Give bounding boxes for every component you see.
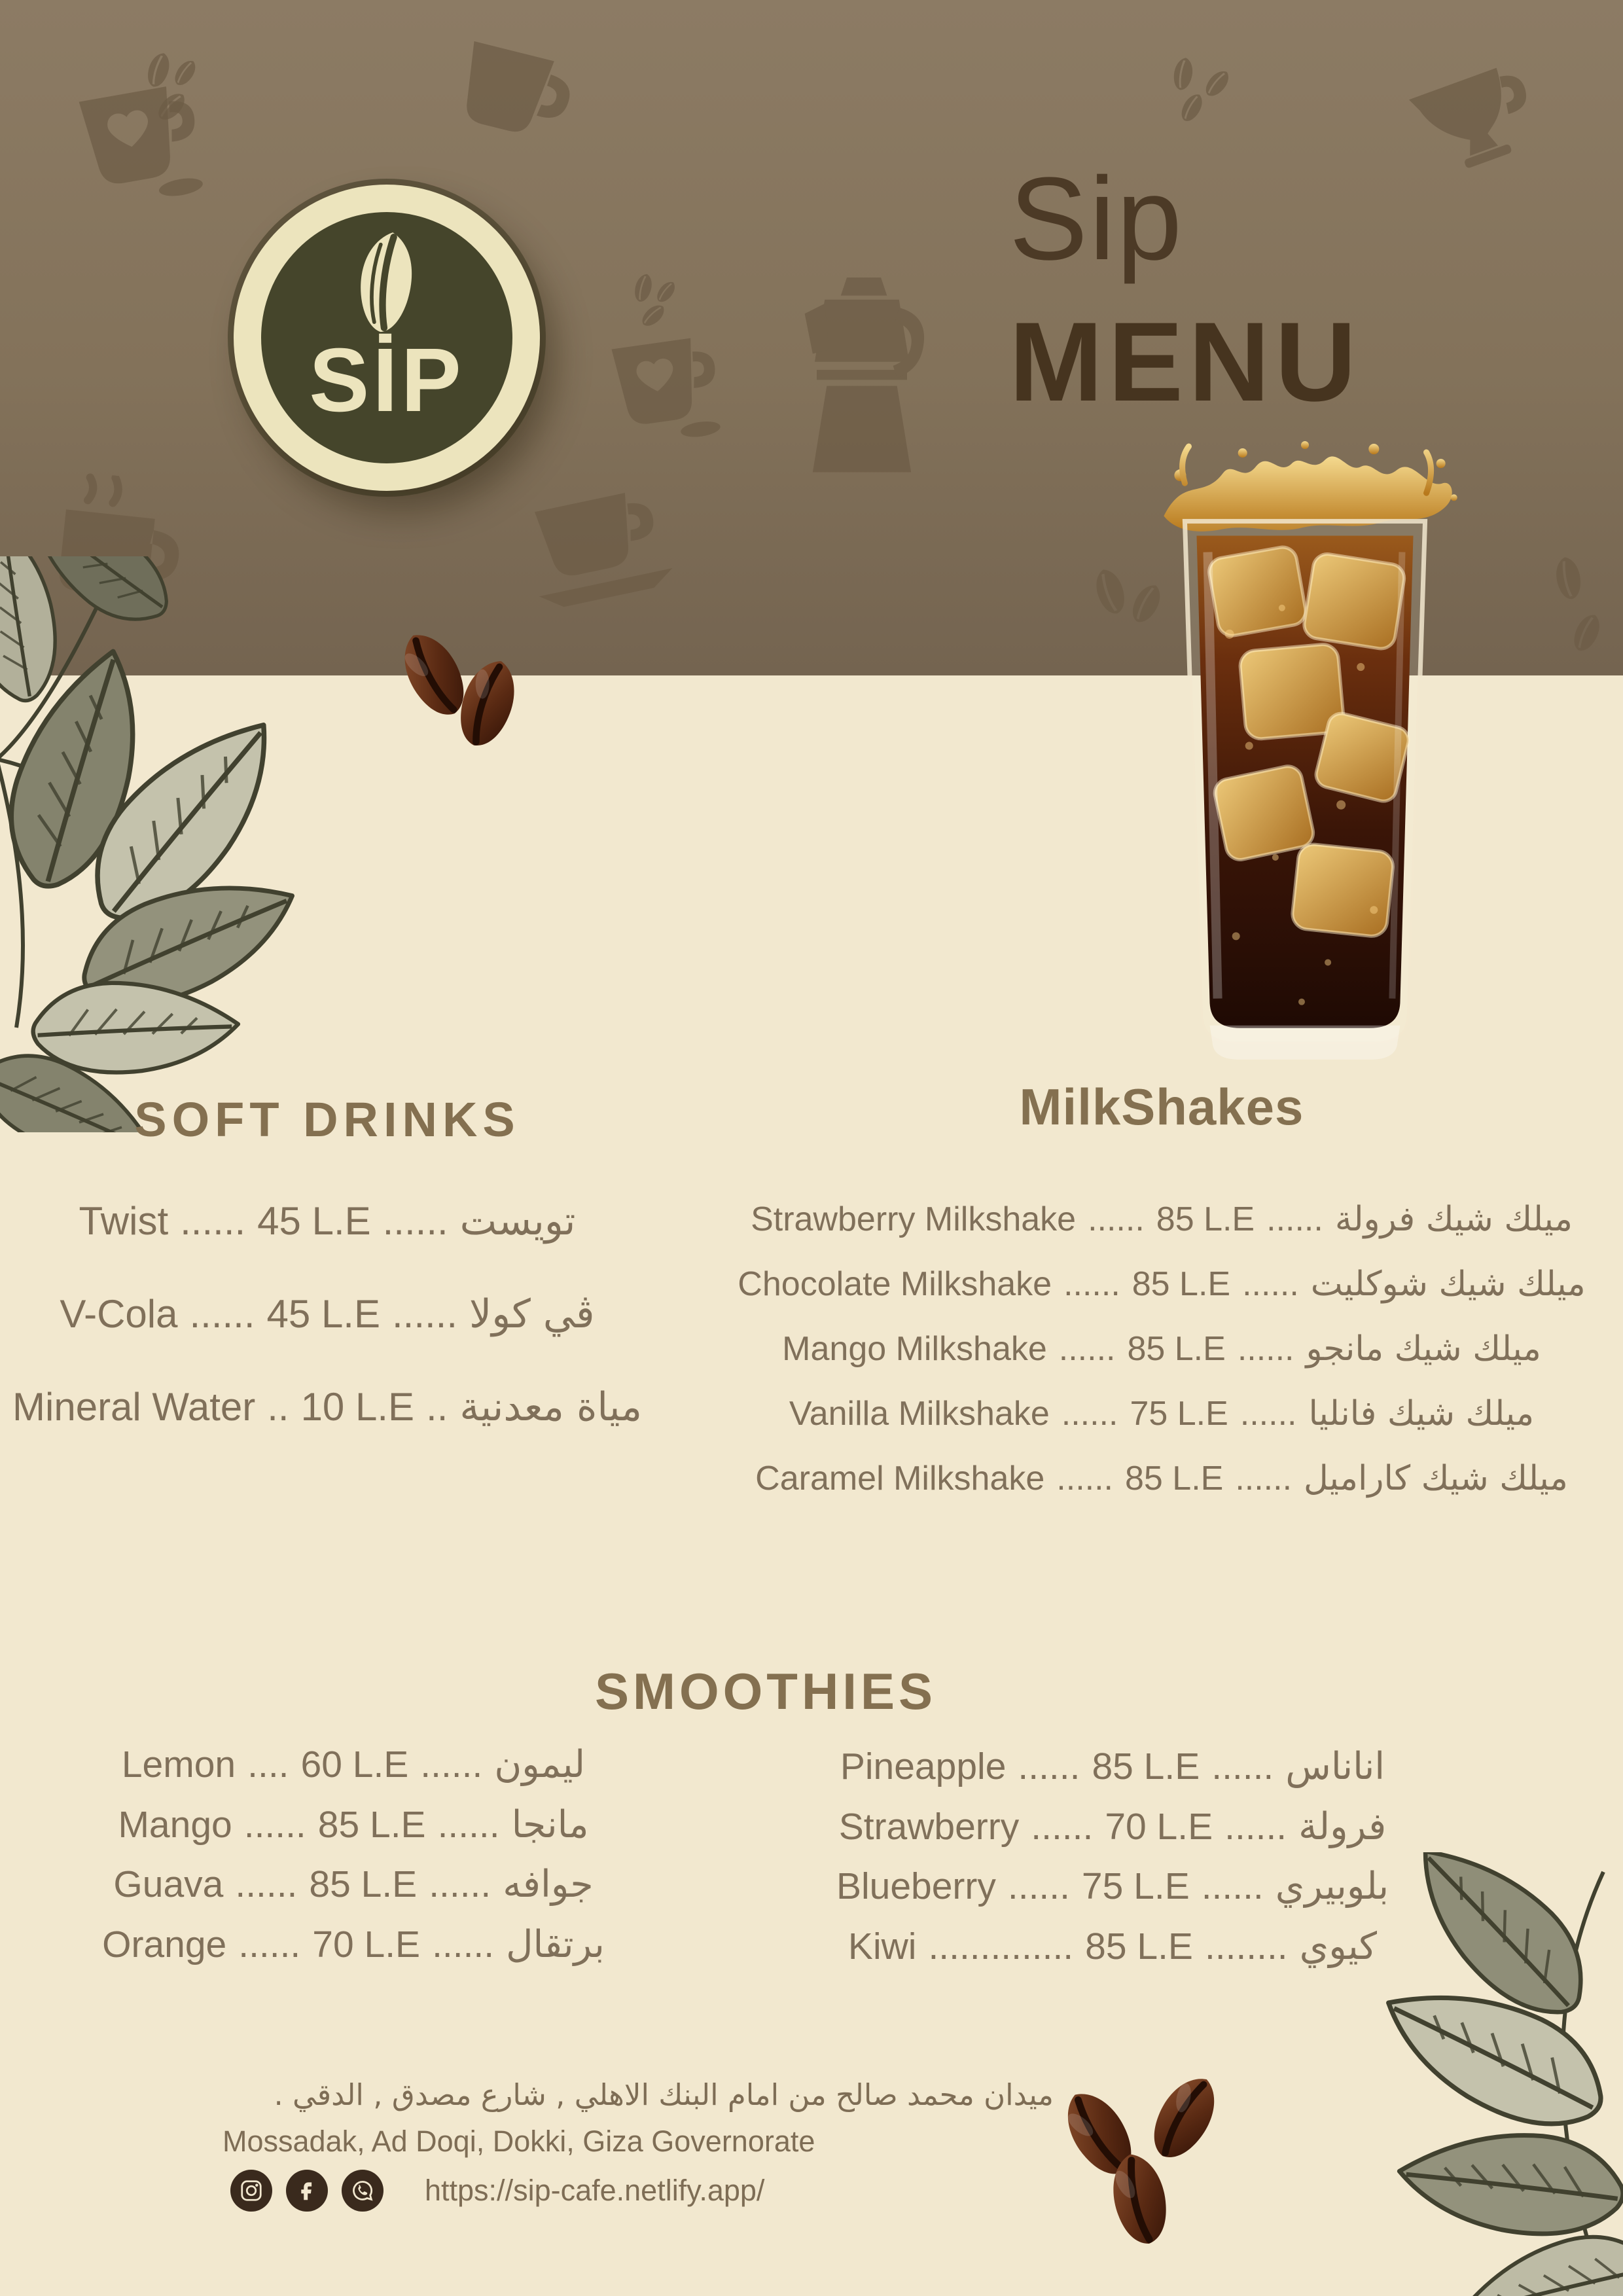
logo-wordmark: SİP <box>309 330 465 431</box>
leaf-branch <box>0 556 376 1132</box>
website-link[interactable]: https://sip-cafe.netlify.app/ <box>425 2173 765 2207</box>
item-price: 45 L.E <box>266 1291 380 1336</box>
teacup-icon <box>1402 54 1552 194</box>
dots: ...... <box>1240 1394 1297 1433</box>
item-name-en: Pineapple <box>840 1746 1007 1787</box>
item-price: 60 L.E <box>300 1744 409 1785</box>
item-name-en: Strawberry <box>838 1805 1020 1848</box>
menu-item <box>29 1862 677 1908</box>
section-title: SOFT DRINKS <box>134 1092 520 1147</box>
menu-item <box>736 1198 1587 1241</box>
footer <box>223 2076 1054 2212</box>
item-name-ar: ڤي كولا <box>469 1291 595 1337</box>
address-english: Mossadak, Ad Doqi, Dokki, Giza Governorate <box>223 2124 815 2158</box>
menu-item <box>759 1804 1466 1850</box>
heart-cup-icon <box>600 316 735 462</box>
dots: ...... <box>1018 1746 1080 1787</box>
menu-item <box>736 1458 1587 1500</box>
coffee-beans-icon <box>128 52 213 134</box>
dots: ...... <box>1088 1200 1145 1238</box>
dots: ...... <box>1058 1329 1116 1368</box>
dots: ...... <box>1031 1805 1094 1848</box>
item-name-ar: ميلك شيك فرولة <box>1334 1199 1573 1239</box>
item-name-en: V-Cola <box>60 1291 178 1336</box>
item-name-en: Mango <box>118 1803 232 1846</box>
item-name-ar: مانجا <box>511 1803 589 1846</box>
dots: ...... <box>1061 1394 1118 1433</box>
menu-item <box>736 1393 1587 1435</box>
item-price: 70 L.E <box>1105 1805 1213 1848</box>
item-name-en: Kiwi <box>847 1925 917 1967</box>
item-price: 85 L.E <box>1124 1459 1224 1498</box>
item-price: 85 L.E <box>1092 1746 1200 1787</box>
address-arabic: ميدان محمد صالح من امام البنك الاهلي , شارع مصدق , الدقي . <box>274 2077 1054 2112</box>
item-name-en: Caramel Milkshake <box>755 1459 1045 1498</box>
item-name-en: Mineral Water <box>12 1384 256 1429</box>
item-name-ar: جوافه <box>503 1863 594 1907</box>
item-name-en: Twist <box>79 1198 169 1243</box>
coffee-cup-icon <box>445 31 583 155</box>
item-name-ar: برتقال <box>506 1922 605 1966</box>
item-price: 70 L.E <box>312 1923 421 1965</box>
item-price: 85 L.E <box>1132 1265 1231 1303</box>
coffee-beans-icon <box>1541 553 1623 677</box>
item-price: 75 L.E <box>1130 1394 1228 1433</box>
item-name-ar: كيوي <box>1299 1924 1378 1968</box>
item-price: 10 L.E <box>300 1384 415 1429</box>
coffee-beans-image <box>393 612 540 779</box>
coffee-beans-image <box>1057 2062 1260 2258</box>
dots: .. <box>426 1384 448 1429</box>
item-price: 75 L.E <box>1081 1865 1190 1908</box>
dots: .. <box>267 1384 289 1429</box>
item-name-en: Lemon <box>121 1744 236 1785</box>
smoothies-right-column <box>759 1744 1466 1969</box>
menu-item <box>736 1263 1587 1306</box>
item-price: 45 L.E <box>257 1198 371 1243</box>
dots: ...... <box>432 1923 495 1965</box>
coffee-bean-icon <box>348 229 425 334</box>
soft-drinks-list <box>7 1196 648 1432</box>
dots: ...... <box>1224 1805 1287 1848</box>
item-name-ar: ليمون <box>494 1743 586 1786</box>
item-name-ar: فرولة <box>1298 1804 1387 1848</box>
facebook-link[interactable] <box>286 2170 328 2212</box>
dots: ...... <box>235 1863 298 1906</box>
item-name-en: Guava <box>113 1863 224 1906</box>
dots: ...... <box>1211 1746 1274 1787</box>
item-name-ar: بلوبيري <box>1275 1865 1389 1909</box>
item-price: 85 L.E <box>309 1863 418 1906</box>
dots: ...... <box>238 1923 301 1965</box>
item-price: 85 L.E <box>1156 1200 1255 1238</box>
dots: ...... <box>1201 1865 1264 1908</box>
item-name-en: Strawberry Milkshake <box>751 1200 1077 1238</box>
menu-item <box>29 1742 677 1788</box>
cup-saucer-icon <box>510 471 688 631</box>
menu-item <box>29 1922 677 1968</box>
section-title: MilkShakes <box>1019 1078 1304 1136</box>
dots: ...... <box>392 1291 458 1336</box>
dots: ...... <box>429 1863 491 1906</box>
dots: ...... <box>1007 1865 1070 1908</box>
item-name-en: Orange <box>102 1923 227 1965</box>
dots: ...... <box>180 1198 246 1243</box>
menu-item <box>29 1803 677 1848</box>
title-menu: MENU <box>1009 299 1362 425</box>
section-milkshakes <box>736 1077 1587 1500</box>
dots: .... <box>247 1744 289 1785</box>
item-price: 85 L.E <box>1085 1925 1193 1967</box>
dots: ...... <box>1237 1329 1294 1368</box>
menu-item <box>736 1328 1587 1371</box>
instagram-link[interactable] <box>230 2170 272 2212</box>
menu-item <box>759 1924 1466 1970</box>
section-soft-drinks <box>7 1091 648 1432</box>
item-name-en: Vanilla Milkshake <box>789 1394 1050 1433</box>
item-name-ar: تويست <box>459 1198 576 1244</box>
item-name-en: Mango Milkshake <box>782 1329 1047 1368</box>
smoothies-left-column <box>29 1742 677 1967</box>
whatsapp-link[interactable] <box>342 2170 383 2212</box>
dots: ...... <box>420 1744 483 1785</box>
dots: .............. <box>928 1925 1074 1967</box>
milkshakes-list <box>736 1198 1587 1500</box>
whatsapp-icon <box>350 2178 375 2203</box>
menu-item <box>759 1744 1466 1790</box>
title-sip: Sip <box>1009 153 1184 285</box>
item-name-ar: ميلك شيك كاراميل <box>1304 1458 1568 1498</box>
item-name-ar: ميلك شيك شوكليت <box>1310 1264 1586 1304</box>
dots: ...... <box>1266 1200 1323 1238</box>
item-price: 85 L.E <box>317 1803 426 1846</box>
dots: ........ <box>1204 1925 1288 1967</box>
item-name-ar: اناناس <box>1285 1745 1385 1788</box>
dots: ...... <box>189 1291 255 1336</box>
menu-item <box>759 1864 1466 1910</box>
menu-item <box>7 1382 648 1432</box>
dots: ...... <box>1235 1459 1293 1498</box>
item-name-ar: مياة معدنية <box>459 1384 642 1430</box>
dots: ...... <box>1242 1265 1299 1303</box>
sip-logo <box>234 185 540 491</box>
social-row <box>223 2170 1054 2212</box>
dots: ...... <box>243 1803 306 1846</box>
item-name-ar: ميلك شيك مانجو <box>1306 1329 1541 1369</box>
moka-pot-icon <box>787 275 937 491</box>
facebook-icon <box>294 2178 319 2203</box>
page-title <box>1009 153 1362 425</box>
instagram-icon <box>239 2178 264 2203</box>
dots: ...... <box>1056 1459 1113 1498</box>
menu-item <box>7 1289 648 1339</box>
iced-cola-glass <box>1144 437 1466 1077</box>
section-title-smoothies: SMOOTHIES <box>594 1662 937 1720</box>
item-name-ar: ميلك شيك فانليا <box>1308 1393 1535 1433</box>
dots: ...... <box>1063 1265 1120 1303</box>
menu-item <box>7 1196 648 1246</box>
coffee-beans-icon <box>1155 58 1250 136</box>
item-name-en: Blueberry <box>836 1865 996 1908</box>
item-name-en: Chocolate Milkshake <box>738 1265 1052 1303</box>
dots: ...... <box>437 1803 500 1846</box>
item-price: 85 L.E <box>1127 1329 1226 1368</box>
dots: ...... <box>382 1198 448 1243</box>
